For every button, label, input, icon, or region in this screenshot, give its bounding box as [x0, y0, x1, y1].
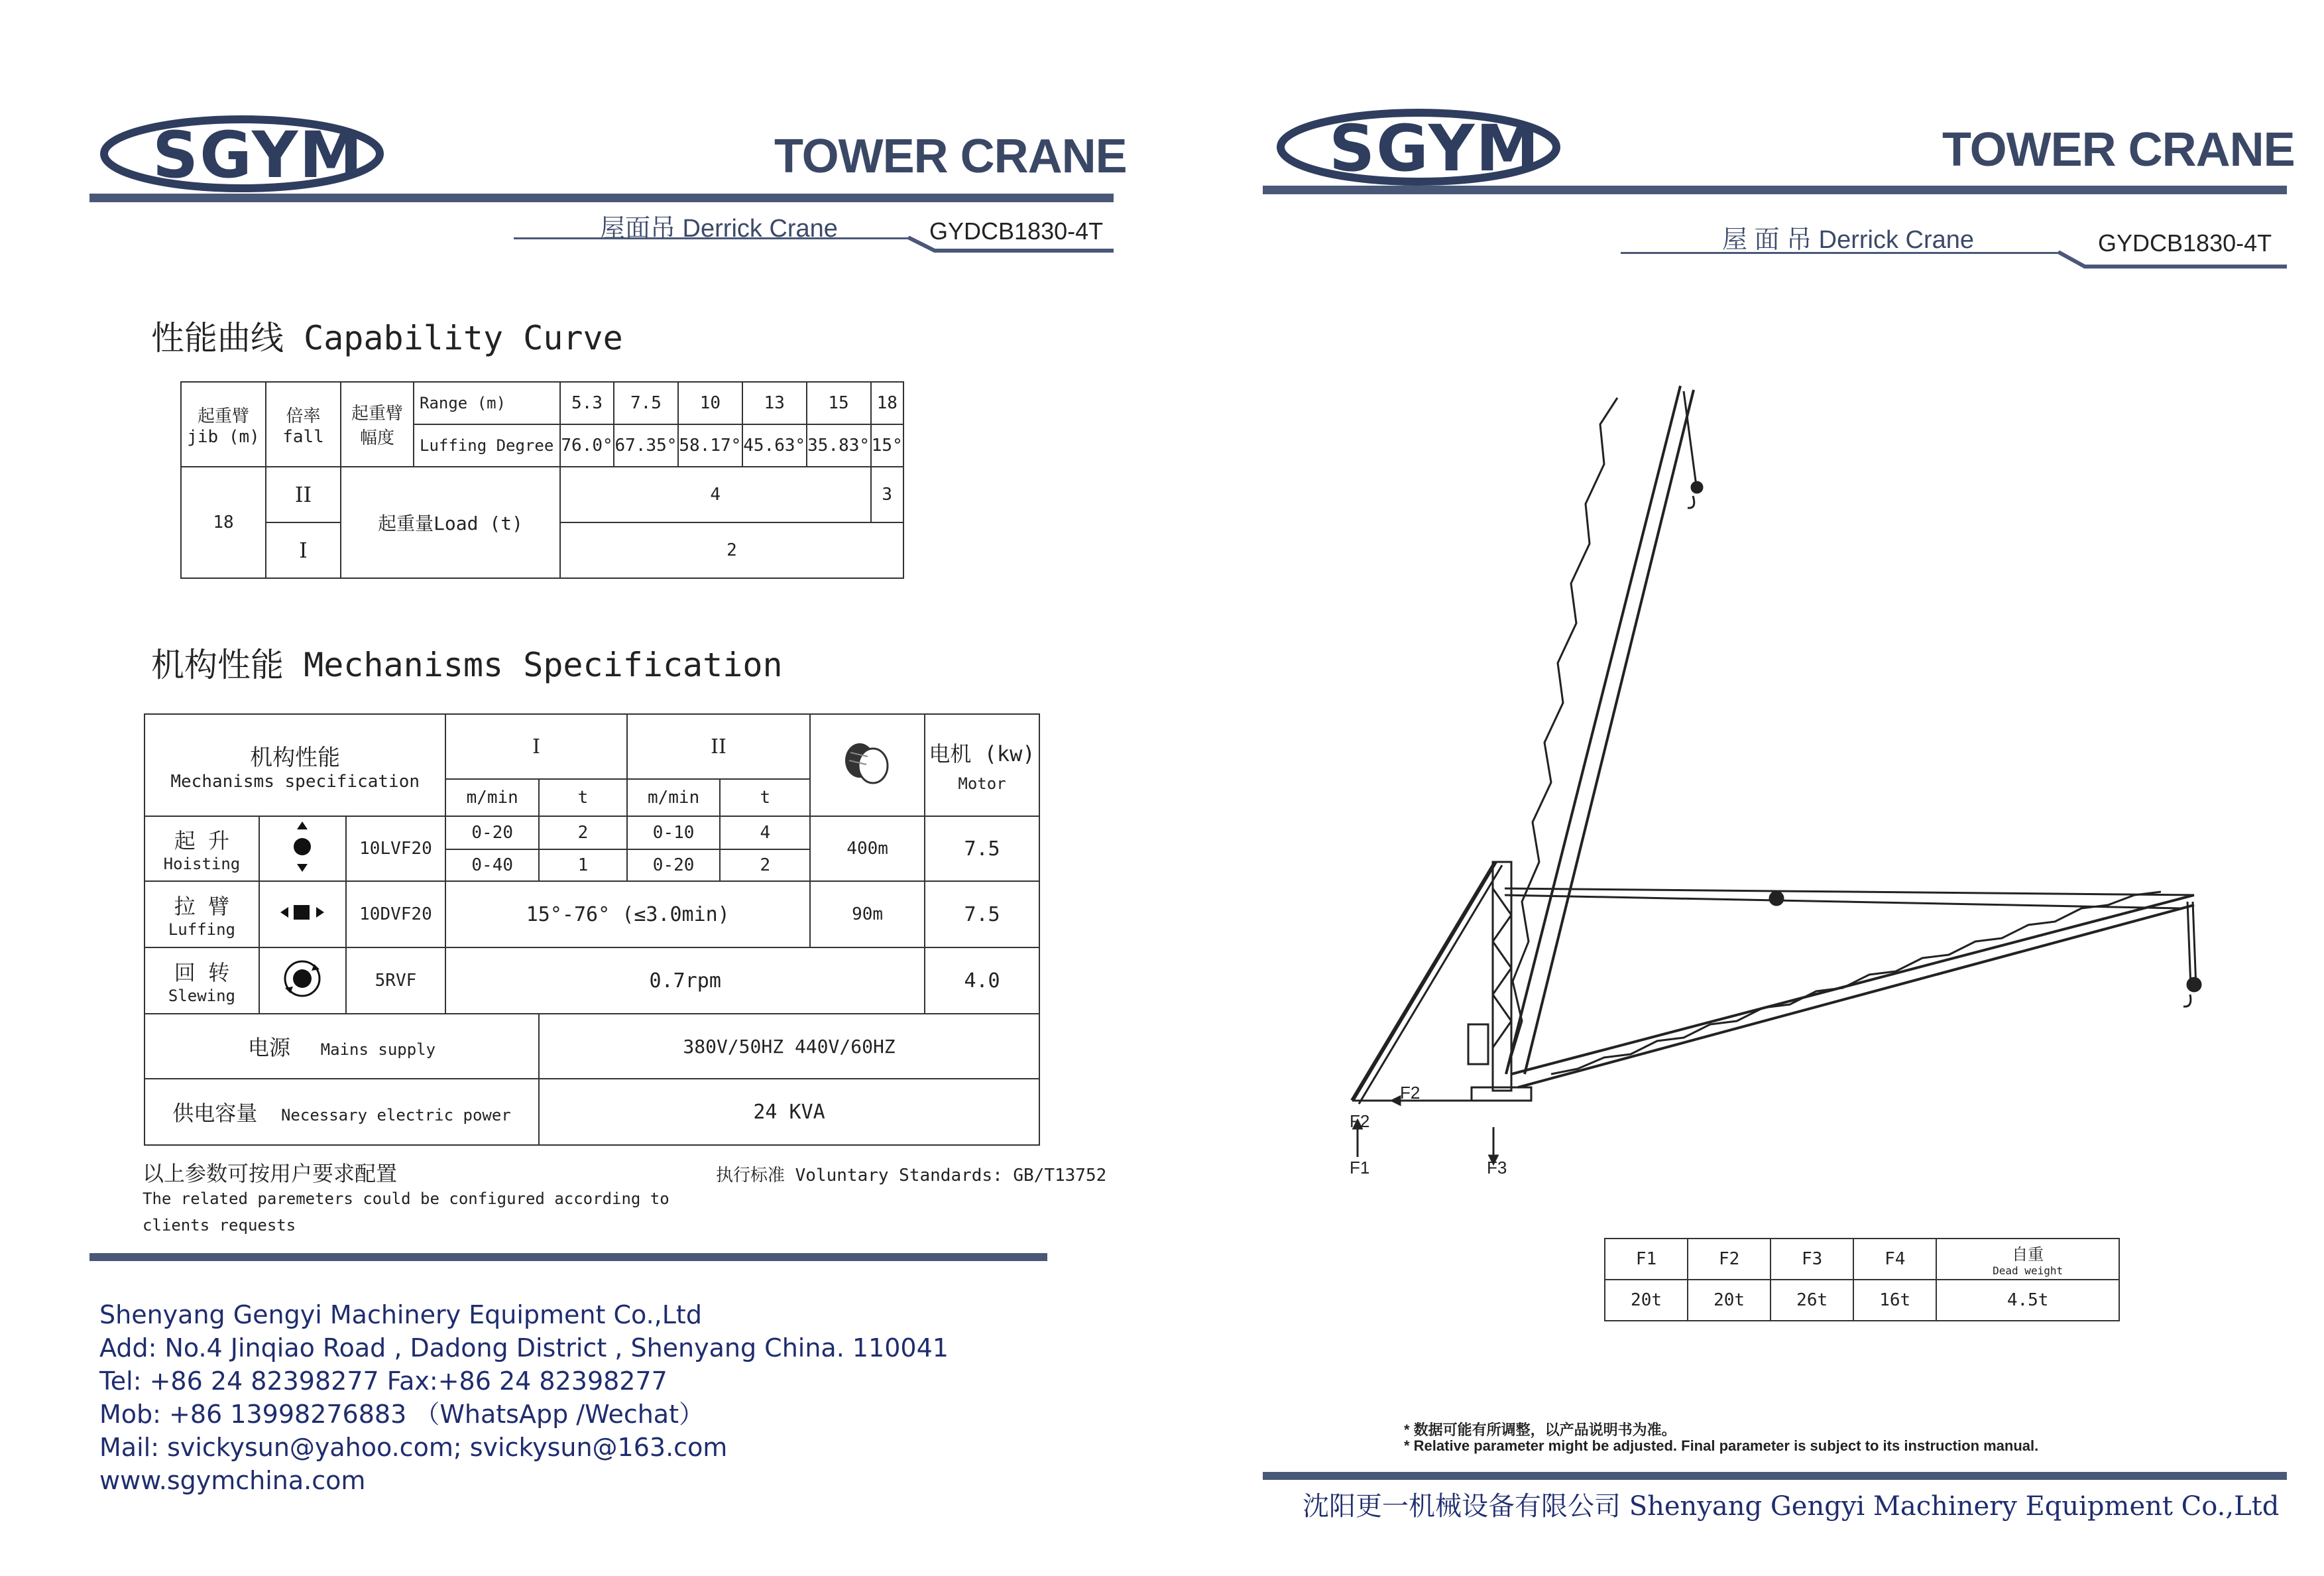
hoisting-r2-cell: 0-40 — [445, 849, 539, 881]
forces-value: 4.5t — [1936, 1280, 2119, 1321]
capability-table — [180, 381, 904, 579]
config-note-cn: 以上参数可按用户要求配置 — [143, 1161, 398, 1186]
slewing-icon — [282, 959, 322, 999]
left-footer-bar — [89, 1253, 1047, 1261]
slewing-icon-cell — [259, 947, 346, 1014]
mech-motor-en: Motor — [958, 774, 1006, 793]
cap-fall-cn: 倍率 — [286, 406, 321, 426]
right-subtitle: 屋 面 吊 Derrick Crane — [1722, 226, 1975, 254]
contact-website[interactable]: www.sgymchina.com — [99, 1466, 366, 1495]
cap-load-label: 起重量Load (t) — [341, 467, 560, 578]
cap-range-cell: 10 — [678, 382, 742, 424]
cap-jib-value: 18 — [181, 467, 266, 578]
contact-mobile: Mob: +86 13998276883 （WhatsApp /Wechat） — [99, 1400, 704, 1429]
forces-value: 26t — [1771, 1280, 1853, 1321]
right-note-cn: * 数据可能有所调整，以产品说明书为准。 — [1404, 1422, 1676, 1438]
slewing-spec: 0.7rpm — [445, 947, 925, 1014]
mains-en: Mains supply — [320, 1040, 436, 1059]
right-header-bar — [1263, 186, 2287, 194]
right-logo — [1276, 106, 1561, 189]
left-model: GYDCB1830-4T — [929, 217, 1104, 245]
contact-address: Add: No.4 Jinqiao Road , Dadong District , Shenyang China. 110041 — [99, 1333, 949, 1363]
hoisting-cn: 起 升 — [174, 828, 230, 853]
cap-header-range — [341, 382, 414, 467]
cap-range-cn2: 幅度 — [359, 428, 394, 448]
hoisting-r1-cell: 0-20 — [445, 816, 539, 849]
right-model: GYDCB1830-4T — [2098, 229, 2272, 257]
force-label-f2-left: F2 — [1350, 1111, 1370, 1131]
cap-range-cell: 7.5 — [614, 382, 678, 424]
mechanisms-heading: 机构性能 Mechanisms Specification — [151, 646, 783, 684]
cap-degree-cell: 58.17° — [678, 424, 742, 467]
slewing-label — [145, 947, 259, 1014]
forces-table — [1604, 1238, 2120, 1321]
mech-drum-cell — [810, 714, 925, 816]
slewing-model: 5RVF — [346, 947, 446, 1014]
contact-company: Shenyang Gengyi Machinery Equipment Co.,Ltd — [99, 1300, 702, 1329]
forces-header: F3 — [1771, 1239, 1853, 1280]
cap-jib-en: jib (m) — [187, 426, 260, 447]
forces-value: 20t — [1688, 1280, 1771, 1321]
contact-mail[interactable]: Mail: svickysun@yahoo.com; svickysun@163.com — [99, 1433, 728, 1462]
contact-block — [99, 1298, 949, 1497]
hoisting-icon-cell — [259, 816, 346, 881]
rope-drum-icon — [841, 737, 894, 790]
config-note-en2: clients requests — [143, 1216, 296, 1235]
hoisting-label — [145, 816, 259, 881]
force-label-f3: F3 — [1487, 1158, 1507, 1178]
cap-load-I: 2 — [560, 522, 903, 578]
hoisting-motor: 7.5 — [925, 816, 1039, 881]
mech-t: t — [720, 779, 810, 816]
right-title: TOWER CRANE — [1942, 123, 2295, 176]
standard-note: 执行标准 Voluntary Standards: GB/T13752 — [716, 1166, 1107, 1185]
mech-mmin: m/min — [627, 779, 721, 816]
slewing-en: Slewing — [168, 987, 236, 1005]
cap-fall-I: I — [266, 522, 341, 578]
forces-header: F2 — [1688, 1239, 1771, 1280]
luffing-motor: 7.5 — [925, 881, 1039, 947]
left-subtitle: 屋面吊 Derrick Crane — [600, 215, 838, 243]
luffing-icon — [279, 902, 325, 922]
hoisting-en: Hoisting — [163, 855, 241, 873]
power-cn: 供电容量 — [172, 1101, 258, 1126]
luffing-label — [145, 881, 259, 947]
force-label-f2-top: F2 — [1400, 1083, 1421, 1103]
mech-col-I: I — [445, 714, 626, 779]
left-title: TOWER CRANE — [774, 130, 1127, 183]
force-label-f1: F1 — [1350, 1158, 1370, 1178]
forces-value: 16t — [1853, 1280, 1936, 1321]
mech-motor-cn: 电机 (kw) — [929, 741, 1035, 766]
forces-header-dead — [1936, 1239, 2119, 1280]
hoisting-r2-cell: 0-20 — [627, 849, 721, 881]
hoisting-icon — [289, 820, 316, 873]
slewing-cn: 回 转 — [174, 960, 230, 985]
hoisting-r2-cell: 1 — [539, 849, 627, 881]
mech-motor-header — [925, 714, 1039, 816]
cap-range-cell: 18 — [871, 382, 904, 424]
luffing-cn: 拉 臂 — [174, 894, 230, 919]
cap-fall-II: II — [266, 467, 341, 522]
config-note-en1: The related paremeters could be configured according to — [143, 1189, 669, 1208]
power-en: Necessary electric power — [280, 1106, 511, 1124]
cap-degree-cell: 35.83° — [807, 424, 871, 467]
cap-range-cell: 5.3 — [560, 382, 614, 424]
logo-text: SGYM — [152, 118, 364, 192]
cap-fall-en: fall — [282, 426, 324, 447]
cap-header-jib — [181, 382, 266, 467]
forces-header: F1 — [1605, 1239, 1688, 1280]
mains-cn: 电源 — [248, 1035, 291, 1060]
slewing-motor: 4.0 — [925, 947, 1039, 1014]
cap-degree-cell: 76.0° — [560, 424, 614, 467]
power-value: 24 KVA — [539, 1079, 1039, 1145]
cap-range-label: Range (m) — [414, 382, 560, 424]
cap-range-cell: 15 — [807, 382, 871, 424]
cap-header-fall — [266, 382, 341, 467]
hoisting-r1-cell: 4 — [720, 816, 810, 849]
capability-heading: 性能曲线 Capability Curve — [151, 319, 623, 357]
forces-dead-cn: 自重 — [2012, 1245, 2044, 1264]
left-header-bar — [89, 194, 1114, 202]
mech-header-cn: 机构性能 — [250, 744, 341, 771]
forces-dead-en: Dead weight — [1993, 1264, 2063, 1277]
mech-header — [145, 714, 445, 816]
right-footer-text: 沈阳更一机械设备有限公司 Shenyang Gengyi Machinery Equipment Co.,Ltd — [1303, 1491, 2280, 1522]
right-note-en: * Relative parameter might be adjusted. Final parameter is subject to its instruction manual. — [1404, 1437, 2039, 1454]
cap-range-cn: 起重臂 — [351, 404, 403, 424]
cap-load-II-b: 3 — [871, 467, 904, 522]
luffing-model: 10DVF20 — [346, 881, 446, 947]
luffing-spec: 15°-76° (≤3.0min) — [445, 881, 810, 947]
mech-mmin: m/min — [445, 779, 539, 816]
mast — [1493, 862, 1511, 1091]
forces-header: F4 — [1853, 1239, 1936, 1280]
hoisting-model: 10LVF20 — [346, 816, 446, 881]
derrick-crane-drawing — [1326, 371, 2227, 1193]
luffing-en: Luffing — [168, 920, 236, 939]
hoisting-r2-cell: 2 — [720, 849, 810, 881]
hoisting-r1-cell: 0-10 — [627, 816, 721, 849]
right-footer-bar — [1263, 1472, 2287, 1480]
mech-header-en: Mechanisms specification — [170, 771, 420, 792]
cap-degree-cell: 45.63° — [742, 424, 807, 467]
hoisting-r1-cell: 2 — [539, 816, 627, 849]
luffing-rope: 90m — [810, 881, 925, 947]
cap-degree-cell: 67.35° — [614, 424, 678, 467]
luffing-icon-cell — [259, 881, 346, 947]
cap-luff-label: Luffing Degree — [414, 424, 560, 467]
forces-value: 20t — [1605, 1280, 1688, 1321]
power-label — [145, 1079, 539, 1145]
logo-text: SGYM — [1329, 111, 1540, 186]
mains-value: 380V/50HZ 440V/60HZ — [539, 1014, 1039, 1079]
contact-tel: Tel: +86 24 82398277 Fax:+86 24 82398277 — [99, 1366, 668, 1396]
mains-label — [145, 1014, 539, 1079]
cap-jib-cn: 起重臂 — [197, 406, 249, 426]
cap-degree-cell: 15° — [871, 424, 904, 467]
left-logo — [99, 113, 384, 196]
mech-t: t — [539, 779, 627, 816]
hoisting-rope: 400m — [810, 816, 925, 881]
cap-range-cell: 13 — [742, 382, 807, 424]
cap-load-II-a: 4 — [560, 467, 871, 522]
mechanisms-table — [144, 713, 1040, 1146]
mech-col-II: II — [627, 714, 810, 779]
